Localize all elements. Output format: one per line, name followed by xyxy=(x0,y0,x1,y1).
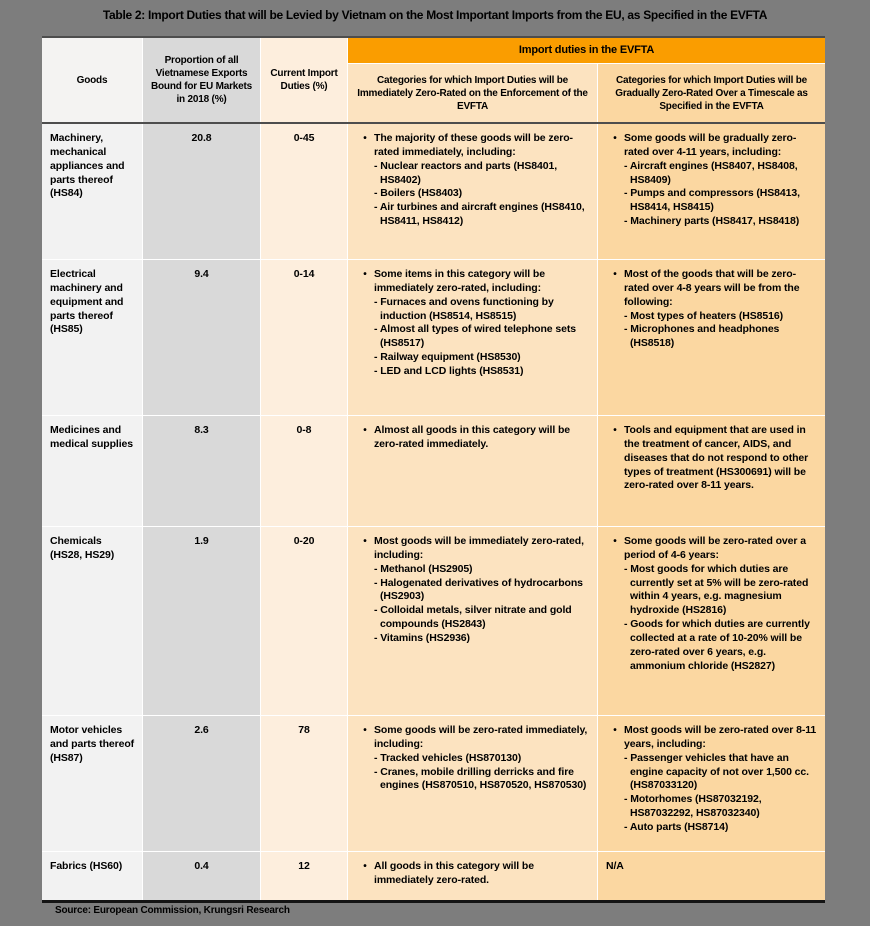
header-gradual-zero-rated: Categories for which Import Duties will be Gradually Zero-Rated Over a Timescale as Specified in the EVFTA xyxy=(597,64,825,122)
bullet-icon: • xyxy=(613,269,617,280)
proportion-cell: 8.3 xyxy=(142,416,260,526)
sub-item: - Nuclear reactors and parts (HS8401, HS8402) xyxy=(374,159,558,186)
proportion-cell: 2.6 xyxy=(142,716,260,851)
current-duty-cell: 0-20 xyxy=(260,527,347,715)
table-row xyxy=(42,124,825,259)
header-immediate-zero-rated: Categories for which Import Duties will be Immediately Zero-Rated on the Enforcement of the EVFTA xyxy=(347,64,597,122)
bullet-icon: • xyxy=(363,725,367,736)
sub-item: - Cranes, mobile drilling derricks and fire engines (HS870510, HS870520, HS870530) xyxy=(374,765,587,792)
sub-item: - LED and LCD lights (HS8531) xyxy=(374,365,524,378)
gradual-cell xyxy=(597,852,825,900)
bullet-text: Some goods will be zero-rated immediately, including: xyxy=(374,724,588,750)
sub-item: - Tracked vehicles (HS870130) xyxy=(374,751,522,764)
bullet-text: The majority of these goods will be zero-rated immediately, including: xyxy=(374,132,573,158)
bullet-text: Tools and equipment that are used in the treatment of cancer, AIDS, and diseases that do not respond to other types of treatment (HS300691) will be zero-rated over 8-11 years. xyxy=(624,424,809,492)
sub-item: - Most goods for which duties are currently set at 5% will be zero-rated within 4 years, e.g. magnesium hydroxide (HS2816) xyxy=(624,562,809,617)
header-evfta-banner: Import duties in the EVFTA xyxy=(347,38,825,64)
bullet-icon: • xyxy=(363,133,367,144)
table-row xyxy=(42,259,825,415)
header-proportion: Proportion of all Vietnamese Exports Bound for EU Markets in 2018 (%) xyxy=(142,38,260,122)
immediate-cell xyxy=(347,852,597,900)
sub-item: - Halogenated derivatives of hydrocarbons (HS2903) xyxy=(374,576,583,603)
bullet-text: Most goods will be zero-rated over 8-11 years, including: xyxy=(624,724,817,750)
immediate-cell xyxy=(347,416,597,526)
sub-item: - Vitamins (HS2936) xyxy=(374,632,470,645)
table-title: Table 2: Import Duties that will be Levied by Vietnam on the Most Important Imports from the EU, as Specified in the EVFTA xyxy=(102,8,768,22)
current-duty-cell: 0-45 xyxy=(260,124,347,259)
sub-item: - Boilers (HS8403) xyxy=(374,187,463,200)
immediate-cell xyxy=(347,716,597,851)
bullet-icon: • xyxy=(363,536,367,547)
sub-item: - Microphones and headphones (HS8518) xyxy=(624,323,780,350)
current-duty-cell: 0-14 xyxy=(260,260,347,415)
bullet-icon: • xyxy=(613,425,617,436)
bullet-icon: • xyxy=(363,269,367,280)
sub-item: - Furnaces and ovens functioning by induction (HS8514, HS8515) xyxy=(374,295,554,322)
table-header xyxy=(42,36,825,124)
sub-item: - Motorhomes (HS87032192, HS87032292, HS87032340) xyxy=(624,793,762,820)
sub-item: - Colloidal metals, silver nitrate and gold compounds (HS2843) xyxy=(374,604,572,631)
import-duties-table xyxy=(42,36,825,903)
bullet-icon: • xyxy=(363,861,367,872)
bullet-text: Almost all goods in this category will be zero-rated immediately. xyxy=(374,424,571,450)
goods-cell: Machinery, mechanical appliances and parts thereof (HS84) xyxy=(42,124,142,259)
immediate-cell xyxy=(347,260,597,415)
current-duty-cell: 12 xyxy=(260,852,347,900)
proportion-cell: 0.4 xyxy=(142,852,260,900)
gradual-cell xyxy=(597,527,825,715)
proportion-cell: 20.8 xyxy=(142,124,260,259)
bullet-icon: • xyxy=(613,133,617,144)
bullet-icon: • xyxy=(613,725,617,736)
na-value: N/A xyxy=(606,860,624,872)
sub-item: - Pumps and compressors (HS8413, HS8414, HS8415) xyxy=(624,187,800,214)
gradual-cell xyxy=(597,716,825,851)
proportion-cell: 9.4 xyxy=(142,260,260,415)
gradual-cell xyxy=(597,260,825,415)
sub-item: - Aircraft engines (HS8407, HS8408, HS8409) xyxy=(624,159,798,186)
bullet-icon: • xyxy=(363,425,367,436)
proportion-cell: 1.9 xyxy=(142,527,260,715)
gradual-cell xyxy=(597,124,825,259)
table-row xyxy=(42,715,825,851)
current-duty-cell: 0-8 xyxy=(260,416,347,526)
gradual-cell xyxy=(597,416,825,526)
immediate-cell xyxy=(347,124,597,259)
table-row xyxy=(42,526,825,715)
goods-cell: Chemicals (HS28, HS29) xyxy=(42,527,142,715)
bullet-icon: • xyxy=(613,536,617,547)
goods-cell: Medicines and medical supplies xyxy=(42,416,142,526)
sub-item: - Passenger vehicles that have an engine capacity of not over 1,500 cc. (HS87033120) xyxy=(624,751,809,792)
source-note: Source: European Commission, Krungsri Research xyxy=(55,905,290,916)
sub-item: - Almost all types of wired telephone sets (HS8517) xyxy=(374,323,576,350)
sub-item: - Auto parts (HS8714) xyxy=(624,821,729,834)
sub-item: - Methanol (HS2905) xyxy=(374,562,473,575)
goods-cell: Motor vehicles and parts thereof (HS87) xyxy=(42,716,142,851)
bullet-text: Some items in this category will be immediately zero-rated, including: xyxy=(374,268,545,294)
header-goods: Goods xyxy=(42,38,142,122)
bullet-text: Some goods will be gradually zero-rated over 4-11 years, including: xyxy=(624,132,797,158)
table-row xyxy=(42,851,825,900)
sub-item: - Goods for which duties are currently collected at a rate of 10-20% will be zero-rated over 6 years, e.g. ammonium chloride (HS2827) xyxy=(624,618,810,672)
goods-cell: Fabrics (HS60) xyxy=(42,852,142,900)
immediate-cell xyxy=(347,527,597,715)
bullet-text: All goods in this category will be immediately zero-rated. xyxy=(374,860,534,886)
bullet-text: Most goods will be immediately zero-rated, including: xyxy=(374,535,584,561)
sub-item: - Machinery parts (HS8417, HS8418) xyxy=(624,215,800,228)
table-row xyxy=(42,415,825,526)
bullet-text: Some goods will be zero-rated over a period of 4-6 years: xyxy=(624,535,806,561)
sub-item: - Air turbines and aircraft engines (HS8410, HS8411, HS8412) xyxy=(374,201,585,228)
sub-item: - Railway equipment (HS8530) xyxy=(374,351,521,364)
goods-cell: Electrical machinery and equipment and parts thereof (HS85) xyxy=(42,260,142,415)
current-duty-cell: 78 xyxy=(260,716,347,851)
bullet-text: Most of the goods that will be zero-rated over 4-8 years will be from the following: xyxy=(624,268,800,308)
sub-item: - Most types of heaters (HS8516) xyxy=(624,309,784,322)
header-current-duties: Current Import Duties (%) xyxy=(260,38,347,122)
